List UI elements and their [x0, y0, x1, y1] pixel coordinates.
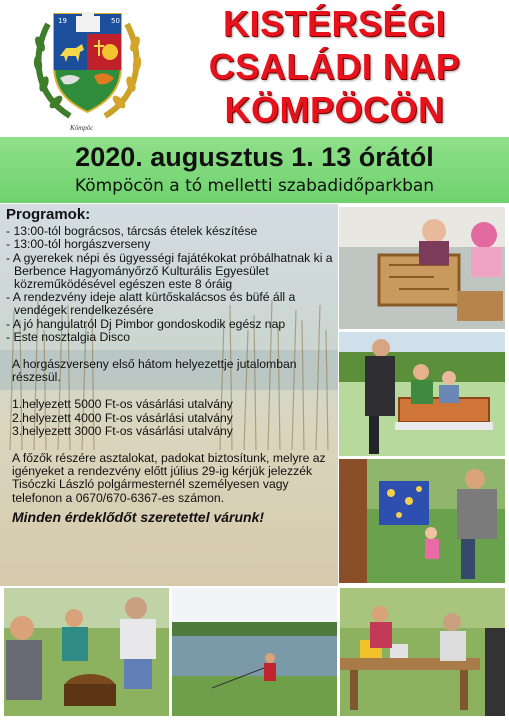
- lake-fishing-photo: [172, 588, 337, 716]
- prize-item: 1.helyezett 5000 Ft-os vásárlási utalvány: [12, 397, 233, 412]
- crest-year-right: 50: [111, 17, 120, 25]
- title-line-2: CSALÁDI NAP: [208, 46, 461, 87]
- prize-list: [6, 398, 336, 438]
- event-location: Kömpöcön a tó melletti szabadidőparkban: [74, 176, 435, 196]
- program-item: - Este nosztalgia Disco: [6, 331, 336, 344]
- village-coat-of-arms: [30, 4, 145, 132]
- crest-year-left: 19: [58, 17, 67, 25]
- program-list: [6, 225, 336, 344]
- program-item: - A jó hangulatról Dj Pimbor gondoskodik egész nap: [6, 318, 336, 331]
- children-wooden-maze-game-photo: [339, 207, 505, 329]
- program-item: - 13:00-tól bográcsos, tárcsás ételek készítése: [6, 225, 336, 238]
- cooks-note: A főzők részére asztalokat, padokat biztosítunk, melyre az igényeket a rendezvény előtt július 29-ig kérjük jelezzék Tisóczki László polgármesternél személyesen vagy telefonon a 0670/670-6367-es számon.: [12, 451, 326, 505]
- event-title: [160, 2, 509, 131]
- crest-caption: Kömpöc: [70, 124, 94, 132]
- program-item: - A rendezvény ideje alatt kürtőskalácsos és büfé áll a vendégek rendelkezésére: [6, 291, 336, 317]
- welcome-message: Minden érdeklődőt szeretettel várunk!: [12, 508, 265, 525]
- prize-item: 3.helyezett 3000 Ft-os vásárlási utalvány: [12, 423, 233, 438]
- title-line-1: KISTÉRSÉGI: [222, 3, 447, 44]
- family-table-game-photo: [339, 332, 505, 456]
- title-line-3: KÖMPÖCÖN: [224, 89, 445, 130]
- outdoor-cooking-photo: [4, 588, 169, 716]
- program-item: - 13:00-tól horgászverseny: [6, 238, 336, 251]
- fishing-note: A horgászverseny első hátom helyezettje jutalomban részesül.: [12, 357, 297, 385]
- children-playground-photo: [339, 459, 505, 583]
- picnic-tables-photo: [340, 588, 505, 716]
- event-date: 2020. augusztus 1. 13 órától: [75, 142, 434, 172]
- program-item: - A gyerekek népi és ügyességi fajátékokat próbálhatnak ki a Berbence Hagyományőrző Kulturális Egyesület közreműködésével egészen este 8 óráig: [6, 252, 336, 292]
- program-heading: Programok:: [6, 206, 91, 223]
- program-section: [6, 208, 336, 524]
- prize-item: 2.helyezett 4000 Ft-os vásárlási utalvány: [12, 410, 233, 425]
